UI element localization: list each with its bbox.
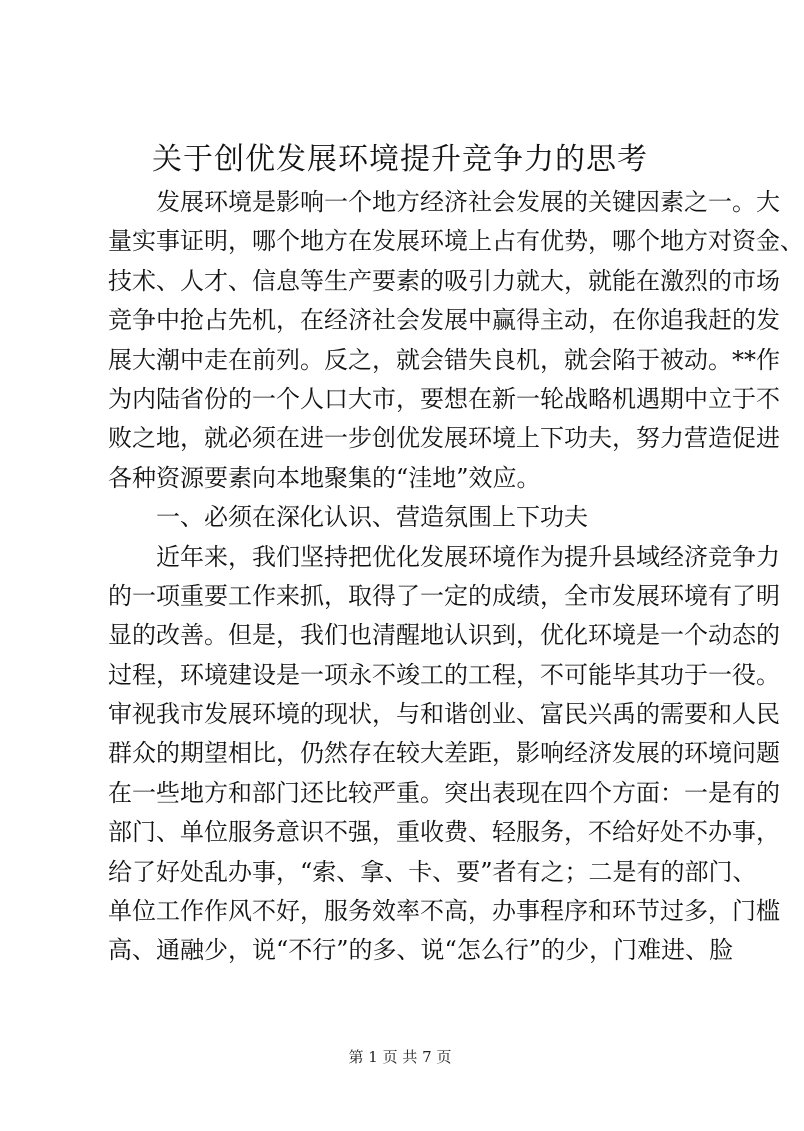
document-title: 关于创优发展环境提升竞争力的思考 (152, 142, 648, 177)
text-line: 部门、单位服务意识不强，重收费、轻服务，不给好处不办事， (108, 818, 780, 847)
text-line: 为内陆省份的一个人口大市，要想在新一轮战略机遇期中立于不 (108, 384, 780, 413)
text-line: 量实事证明，哪个地方在发展环境上占有优势，哪个地方对资金、 (108, 227, 804, 256)
text-line: 近年来，我们坚持把优化发展环境作为提升县域经济竞争力 (156, 542, 780, 571)
text-line: 败之地，就必须在进一步创优发展环境上下功夫，努力营造促进 (108, 424, 780, 453)
text-line: 一、必须在深化认识、营造氛围上下功夫 (156, 503, 588, 532)
document-body (108, 183, 804, 971)
text-line: 过程，环境建设是一项永不竣工的工程，不可能毕其功于一役。 (108, 660, 780, 689)
text-line: 在一些地方和部门还比较严重。突出表现在四个方面：一是有的 (108, 778, 780, 807)
text-line: 显的改善。但是，我们也清醒地认识到，优化环境是一个动态的 (108, 621, 780, 650)
text-line: 发展环境是影响一个地方经济社会发展的关键因素之一。大 (156, 188, 780, 216)
page-number: 第 1 页 共 7 页 (348, 1048, 452, 1066)
text-line: 审视我市发展环境的现状，与和谐创业、富民兴禹的需要和人民 (108, 700, 780, 729)
text-line: 竞争中抢占先机，在经济社会发展中赢得主动，在你追我赶的发 (108, 306, 780, 335)
text-line: 展大潮中走在前列。反之，就会错失良机，就会陷于被动。**作 (108, 345, 780, 374)
text-line: 高、通融少，说“不行”的多、说“怎么行”的少，门难进、脸 (108, 936, 734, 965)
text-line: 技术、人才、信息等生产要素的吸引力就大，就能在激烈的市场 (108, 266, 780, 295)
text-line: 的一项重要工作来抓，取得了一定的成绩，全市发展环境有了明 (108, 581, 780, 610)
text-line: 群众的期望相比，仍然存在较大差距，影响经济发展的环境问题 (108, 739, 780, 768)
text-line: 单位工作作风不好，服务效率不高，办事程序和环节过多，门槛 (108, 897, 780, 926)
text-line: 给了好处乱办事，“索、拿、卡、要”者有之；二是有的部门、 (108, 857, 757, 886)
text-line: 各种资源要素向本地聚集的“洼地”效应。 (108, 463, 541, 492)
